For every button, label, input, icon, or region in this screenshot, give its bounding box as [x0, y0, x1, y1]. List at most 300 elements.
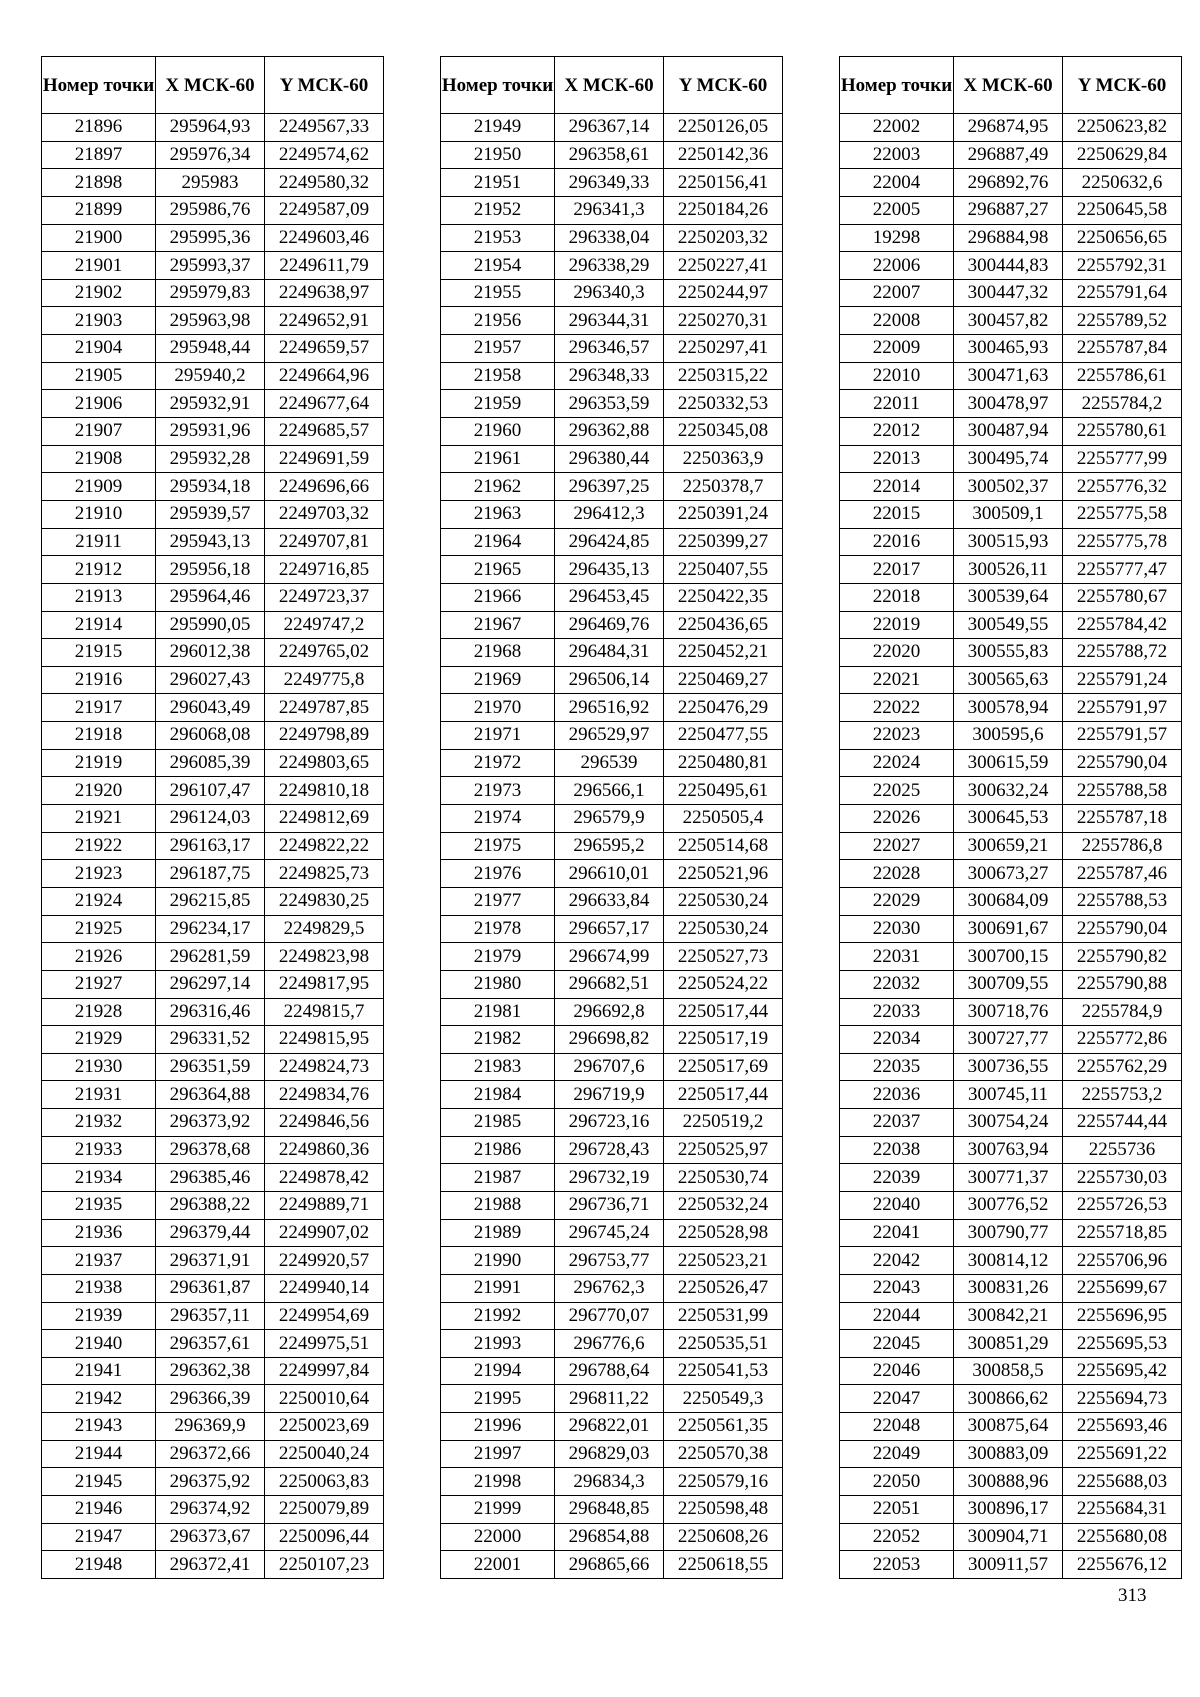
y-coordinate-cell: 2250452,21 [664, 639, 783, 667]
table-row [42, 860, 384, 888]
table-row [42, 915, 384, 943]
table-row [42, 307, 384, 335]
point-number-cell: 22027 [840, 832, 954, 860]
x-coordinate-cell: 295948,44 [156, 335, 265, 363]
coordinates-table-1 [41, 56, 384, 1579]
table-row [42, 1026, 384, 1054]
point-number-cell: 22029 [840, 887, 954, 915]
y-coordinate-cell: 2250345,08 [664, 418, 783, 446]
y-coordinate-cell: 2255699,67 [1063, 1274, 1182, 1302]
table-row [441, 970, 783, 998]
table-row [42, 335, 384, 363]
y-coordinate-cell: 2255691,22 [1063, 1440, 1182, 1468]
point-number-cell: 21966 [441, 583, 555, 611]
x-coordinate-cell: 296107,47 [156, 777, 265, 805]
table-row [441, 335, 783, 363]
x-coordinate-cell: 296469,76 [555, 611, 664, 639]
y-coordinate-cell: 2255777,99 [1063, 445, 1182, 473]
point-number-cell: 21960 [441, 418, 555, 446]
y-coordinate-cell: 2255693,46 [1063, 1413, 1182, 1441]
point-number-cell: 22000 [441, 1523, 555, 1551]
y-coordinate-cell: 2255776,32 [1063, 473, 1182, 501]
table-row [840, 1247, 1182, 1275]
table-row [441, 1302, 783, 1330]
table-row [42, 694, 384, 722]
y-coordinate-cell: 2249878,42 [265, 1164, 384, 1192]
table-row [441, 1523, 783, 1551]
table-row [840, 500, 1182, 528]
x-coordinate-cell: 296351,59 [156, 1053, 265, 1081]
point-number-cell: 22001 [441, 1551, 555, 1579]
point-number-cell: 22044 [840, 1302, 954, 1330]
table-row [42, 1164, 384, 1192]
y-coordinate-cell: 2249860,36 [265, 1136, 384, 1164]
x-coordinate-cell: 300457,82 [954, 307, 1063, 335]
point-number-cell: 21913 [42, 583, 156, 611]
point-number-cell: 21983 [441, 1053, 555, 1081]
point-number-cell: 21914 [42, 611, 156, 639]
x-coordinate-cell: 296385,46 [156, 1164, 265, 1192]
point-number-cell: 21927 [42, 970, 156, 998]
header-row [840, 57, 1182, 114]
y-coordinate-cell: 2250541,53 [664, 1357, 783, 1385]
point-number-cell: 22037 [840, 1109, 954, 1137]
x-coordinate-cell: 295931,96 [156, 418, 265, 446]
x-coordinate-cell: 300471,63 [954, 362, 1063, 390]
table-row [42, 805, 384, 833]
point-number-cell: 21976 [441, 860, 555, 888]
table-row [840, 694, 1182, 722]
point-number-cell: 22035 [840, 1053, 954, 1081]
table-row [840, 528, 1182, 556]
y-coordinate-cell: 2250618,55 [664, 1551, 783, 1579]
y-coordinate-cell: 2250107,23 [265, 1551, 384, 1579]
header-y: Y МСК-60 [1063, 57, 1182, 114]
y-coordinate-cell: 2249580,32 [265, 169, 384, 197]
y-coordinate-cell: 2250524,22 [664, 970, 783, 998]
x-coordinate-cell: 300814,12 [954, 1247, 1063, 1275]
y-coordinate-cell: 2249664,96 [265, 362, 384, 390]
point-number-cell: 22045 [840, 1330, 954, 1358]
table-row [441, 1219, 783, 1247]
point-number-cell: 21965 [441, 556, 555, 584]
table-row [42, 1413, 384, 1441]
table-row [42, 1081, 384, 1109]
table-row [840, 1496, 1182, 1524]
point-number-cell: 21907 [42, 418, 156, 446]
table-row [840, 611, 1182, 639]
point-number-cell: 21906 [42, 390, 156, 418]
x-coordinate-cell: 296723,16 [555, 1109, 664, 1137]
y-coordinate-cell: 2249812,69 [265, 805, 384, 833]
table-row [840, 1136, 1182, 1164]
y-coordinate-cell: 2250063,83 [265, 1468, 384, 1496]
y-coordinate-cell: 2249975,51 [265, 1330, 384, 1358]
y-coordinate-cell: 2249822,22 [265, 832, 384, 860]
table-row [840, 970, 1182, 998]
x-coordinate-cell: 296788,64 [555, 1357, 664, 1385]
x-coordinate-cell: 296874,95 [954, 114, 1063, 142]
y-coordinate-cell: 2250040,24 [265, 1440, 384, 1468]
point-number-cell: 21933 [42, 1136, 156, 1164]
x-coordinate-cell: 296728,43 [555, 1136, 664, 1164]
y-coordinate-cell: 2249765,02 [265, 639, 384, 667]
x-coordinate-cell: 296362,88 [555, 418, 664, 446]
table-row [441, 1026, 783, 1054]
x-coordinate-cell: 295934,18 [156, 473, 265, 501]
y-coordinate-cell: 2255786,61 [1063, 362, 1182, 390]
point-number-cell: 21972 [441, 749, 555, 777]
x-coordinate-cell: 296674,99 [555, 943, 664, 971]
y-coordinate-cell: 2249716,85 [265, 556, 384, 584]
point-number-cell: 21958 [441, 362, 555, 390]
x-coordinate-cell: 295964,93 [156, 114, 265, 142]
point-number-cell: 21899 [42, 196, 156, 224]
x-coordinate-cell: 296884,98 [954, 224, 1063, 252]
header-x: X МСК-60 [954, 57, 1063, 114]
y-coordinate-cell: 2250023,69 [265, 1413, 384, 1441]
table-row [840, 1109, 1182, 1137]
x-coordinate-cell: 296344,31 [555, 307, 664, 335]
x-coordinate-cell: 300709,55 [954, 970, 1063, 998]
point-number-cell: 21944 [42, 1440, 156, 1468]
header-point-number: Номер точки [441, 57, 555, 114]
y-coordinate-cell: 2250184,26 [664, 196, 783, 224]
point-number-cell: 21934 [42, 1164, 156, 1192]
table-row [42, 252, 384, 280]
point-number-cell: 21952 [441, 196, 555, 224]
y-coordinate-cell: 2250549,3 [664, 1385, 783, 1413]
table-row [840, 1468, 1182, 1496]
y-coordinate-cell: 2249707,81 [265, 528, 384, 556]
point-number-cell: 22046 [840, 1357, 954, 1385]
table-row [441, 777, 783, 805]
point-number-cell: 21936 [42, 1219, 156, 1247]
point-number-cell: 21935 [42, 1191, 156, 1219]
y-coordinate-cell: 2249825,73 [265, 860, 384, 888]
x-coordinate-cell: 296692,8 [555, 998, 664, 1026]
table-row [42, 1302, 384, 1330]
x-coordinate-cell: 296348,33 [555, 362, 664, 390]
x-coordinate-cell: 295995,36 [156, 224, 265, 252]
y-coordinate-cell: 2255718,85 [1063, 1219, 1182, 1247]
y-coordinate-cell: 2250517,44 [664, 998, 783, 1026]
y-coordinate-cell: 2250528,98 [664, 1219, 783, 1247]
y-coordinate-cell: 2249810,18 [265, 777, 384, 805]
y-coordinate-cell: 2249817,95 [265, 970, 384, 998]
y-coordinate-cell: 2255775,58 [1063, 500, 1182, 528]
x-coordinate-cell: 296364,88 [156, 1081, 265, 1109]
table-row [441, 1357, 783, 1385]
x-coordinate-cell: 296539 [555, 749, 664, 777]
point-number-cell: 21947 [42, 1523, 156, 1551]
y-coordinate-cell: 2249940,14 [265, 1274, 384, 1302]
point-number-cell: 22007 [840, 279, 954, 307]
table-row [42, 749, 384, 777]
x-coordinate-cell: 300851,29 [954, 1330, 1063, 1358]
x-coordinate-cell: 296707,6 [555, 1053, 664, 1081]
table-row [840, 362, 1182, 390]
point-number-cell: 21998 [441, 1468, 555, 1496]
point-number-cell: 21938 [42, 1274, 156, 1302]
y-coordinate-cell: 2250629,84 [1063, 141, 1182, 169]
x-coordinate-cell: 296682,51 [555, 970, 664, 998]
point-number-cell: 21943 [42, 1413, 156, 1441]
table-row [840, 1551, 1182, 1579]
y-coordinate-cell: 2249696,66 [265, 473, 384, 501]
x-coordinate-cell: 300776,52 [954, 1191, 1063, 1219]
x-coordinate-cell: 296163,17 [156, 832, 265, 860]
x-coordinate-cell: 300487,94 [954, 418, 1063, 446]
y-coordinate-cell: 2250156,41 [664, 169, 783, 197]
point-number-cell: 21953 [441, 224, 555, 252]
point-number-cell: 21973 [441, 777, 555, 805]
table-row [42, 114, 384, 142]
table-row [840, 196, 1182, 224]
y-coordinate-cell: 2250407,55 [664, 556, 783, 584]
table-row [42, 970, 384, 998]
x-coordinate-cell: 296579,9 [555, 805, 664, 833]
x-coordinate-cell: 296374,92 [156, 1496, 265, 1524]
x-coordinate-cell: 296633,84 [555, 887, 664, 915]
x-coordinate-cell: 295990,05 [156, 611, 265, 639]
point-number-cell: 22030 [840, 915, 954, 943]
y-coordinate-cell: 2249652,91 [265, 307, 384, 335]
table-row [840, 1164, 1182, 1192]
x-coordinate-cell: 296424,85 [555, 528, 664, 556]
point-number-cell: 21910 [42, 500, 156, 528]
table-row [840, 943, 1182, 971]
x-coordinate-cell: 296361,87 [156, 1274, 265, 1302]
table-row [840, 556, 1182, 584]
point-number-cell: 21977 [441, 887, 555, 915]
y-coordinate-cell: 2249775,8 [265, 666, 384, 694]
y-coordinate-cell: 2250270,31 [664, 307, 783, 335]
point-number-cell: 22004 [840, 169, 954, 197]
y-coordinate-cell: 2255784,9 [1063, 998, 1182, 1026]
x-coordinate-cell: 300896,17 [954, 1496, 1063, 1524]
x-coordinate-cell: 296865,66 [555, 1551, 664, 1579]
x-coordinate-cell: 295983 [156, 169, 265, 197]
y-coordinate-cell: 2249829,5 [265, 915, 384, 943]
point-number-cell: 21900 [42, 224, 156, 252]
y-coordinate-cell: 2250469,27 [664, 666, 783, 694]
table-row [441, 887, 783, 915]
table-row [441, 418, 783, 446]
y-coordinate-cell: 2250495,61 [664, 777, 783, 805]
y-coordinate-cell: 2250126,05 [664, 114, 783, 142]
table-row [840, 860, 1182, 888]
header-point-number: Номер точки [42, 57, 156, 114]
point-number-cell: 21975 [441, 832, 555, 860]
y-coordinate-cell: 2255787,84 [1063, 335, 1182, 363]
x-coordinate-cell: 300691,67 [954, 915, 1063, 943]
x-coordinate-cell: 300754,24 [954, 1109, 1063, 1137]
point-number-cell: 21945 [42, 1468, 156, 1496]
y-coordinate-cell: 2255736 [1063, 1136, 1182, 1164]
x-coordinate-cell: 296732,19 [555, 1164, 664, 1192]
x-coordinate-cell: 296358,61 [555, 141, 664, 169]
point-number-cell: 22025 [840, 777, 954, 805]
point-number-cell: 22008 [840, 307, 954, 335]
point-number-cell: 21916 [42, 666, 156, 694]
point-number-cell: 21919 [42, 749, 156, 777]
y-coordinate-cell: 2250530,74 [664, 1164, 783, 1192]
point-number-cell: 22012 [840, 418, 954, 446]
y-coordinate-cell: 2249798,89 [265, 722, 384, 750]
x-coordinate-cell: 296372,41 [156, 1551, 265, 1579]
point-number-cell: 21920 [42, 777, 156, 805]
table-row [441, 611, 783, 639]
y-coordinate-cell: 2250422,35 [664, 583, 783, 611]
x-coordinate-cell: 300763,94 [954, 1136, 1063, 1164]
x-coordinate-cell: 300645,53 [954, 805, 1063, 833]
table-row [42, 141, 384, 169]
point-number-cell: 21974 [441, 805, 555, 833]
table-row [840, 1357, 1182, 1385]
table-row [441, 998, 783, 1026]
y-coordinate-cell: 2255680,08 [1063, 1523, 1182, 1551]
table-row [441, 141, 783, 169]
x-coordinate-cell: 296331,52 [156, 1026, 265, 1054]
y-coordinate-cell: 2255684,31 [1063, 1496, 1182, 1524]
x-coordinate-cell: 300495,74 [954, 445, 1063, 473]
point-number-cell: 21963 [441, 500, 555, 528]
y-coordinate-cell: 2255788,72 [1063, 639, 1182, 667]
x-coordinate-cell: 296371,91 [156, 1247, 265, 1275]
table-row [840, 169, 1182, 197]
point-number-cell: 22017 [840, 556, 954, 584]
table-row [441, 639, 783, 667]
point-number-cell: 21948 [42, 1551, 156, 1579]
y-coordinate-cell: 2250517,69 [664, 1053, 783, 1081]
table-row [840, 224, 1182, 252]
point-number-cell: 22039 [840, 1164, 954, 1192]
x-coordinate-cell: 295932,28 [156, 445, 265, 473]
point-number-cell: 22041 [840, 1219, 954, 1247]
table-row [42, 1136, 384, 1164]
point-number-cell: 21923 [42, 860, 156, 888]
x-coordinate-cell: 296338,04 [555, 224, 664, 252]
y-coordinate-cell: 2255772,86 [1063, 1026, 1182, 1054]
point-number-cell: 21980 [441, 970, 555, 998]
y-coordinate-cell: 2255791,64 [1063, 279, 1182, 307]
x-coordinate-cell: 300842,21 [954, 1302, 1063, 1330]
x-coordinate-cell: 296373,67 [156, 1523, 265, 1551]
x-coordinate-cell: 296353,59 [555, 390, 664, 418]
table-row [840, 252, 1182, 280]
point-number-cell: 21909 [42, 473, 156, 501]
point-number-cell: 21905 [42, 362, 156, 390]
y-coordinate-cell: 2249846,56 [265, 1109, 384, 1137]
table-row [840, 1413, 1182, 1441]
y-coordinate-cell: 2250632,6 [1063, 169, 1182, 197]
y-coordinate-cell: 2249803,65 [265, 749, 384, 777]
point-number-cell: 21897 [42, 141, 156, 169]
table-row [441, 1164, 783, 1192]
x-coordinate-cell: 296506,14 [555, 666, 664, 694]
table-row [42, 556, 384, 584]
y-coordinate-cell: 2255788,53 [1063, 887, 1182, 915]
y-coordinate-cell: 2255784,2 [1063, 390, 1182, 418]
y-coordinate-cell: 2255791,57 [1063, 722, 1182, 750]
y-coordinate-cell: 2255790,82 [1063, 943, 1182, 971]
x-coordinate-cell: 296698,82 [555, 1026, 664, 1054]
y-coordinate-cell: 2250514,68 [664, 832, 783, 860]
table-row [441, 749, 783, 777]
x-coordinate-cell: 296346,57 [555, 335, 664, 363]
x-coordinate-cell: 300595,6 [954, 722, 1063, 750]
header-y: Y МСК-60 [664, 57, 783, 114]
y-coordinate-cell: 2250079,89 [265, 1496, 384, 1524]
y-coordinate-cell: 2250244,97 [664, 279, 783, 307]
table-row [840, 832, 1182, 860]
x-coordinate-cell: 300911,57 [954, 1551, 1063, 1579]
table-row [840, 1026, 1182, 1054]
table-row [441, 1247, 783, 1275]
table-row [840, 583, 1182, 611]
y-coordinate-cell: 2255784,42 [1063, 611, 1182, 639]
header-x: X МСК-60 [156, 57, 265, 114]
point-number-cell: 21999 [441, 1496, 555, 1524]
x-coordinate-cell: 296388,22 [156, 1191, 265, 1219]
table-row [441, 1413, 783, 1441]
x-coordinate-cell: 296338,29 [555, 252, 664, 280]
x-coordinate-cell: 296854,88 [555, 1523, 664, 1551]
y-coordinate-cell: 2255791,97 [1063, 694, 1182, 722]
y-coordinate-cell: 2250363,9 [664, 445, 783, 473]
point-number-cell: 22047 [840, 1385, 954, 1413]
point-number-cell: 21904 [42, 335, 156, 363]
y-coordinate-cell: 2255786,8 [1063, 832, 1182, 860]
x-coordinate-cell: 296736,71 [555, 1191, 664, 1219]
table-row [42, 1330, 384, 1358]
y-coordinate-cell: 2255753,2 [1063, 1081, 1182, 1109]
y-coordinate-cell: 2249830,25 [265, 887, 384, 915]
table-row [441, 445, 783, 473]
point-number-cell: 22016 [840, 528, 954, 556]
x-coordinate-cell: 300790,77 [954, 1219, 1063, 1247]
point-number-cell: 21915 [42, 639, 156, 667]
point-number-cell: 21922 [42, 832, 156, 860]
table-row [42, 1109, 384, 1137]
x-coordinate-cell: 295939,57 [156, 500, 265, 528]
table-row [441, 196, 783, 224]
y-coordinate-cell: 2250579,16 [664, 1468, 783, 1496]
table-row [441, 279, 783, 307]
y-coordinate-cell: 2249659,57 [265, 335, 384, 363]
x-coordinate-cell: 296380,44 [555, 445, 664, 473]
x-coordinate-cell: 296834,3 [555, 1468, 664, 1496]
table-row [840, 666, 1182, 694]
table-row [42, 722, 384, 750]
table-row [441, 390, 783, 418]
y-coordinate-cell: 2255762,29 [1063, 1053, 1182, 1081]
y-coordinate-cell: 2250517,19 [664, 1026, 783, 1054]
x-coordinate-cell: 300465,93 [954, 335, 1063, 363]
x-coordinate-cell: 296349,33 [555, 169, 664, 197]
y-coordinate-cell: 2255790,04 [1063, 915, 1182, 943]
table-row [42, 169, 384, 197]
point-number-cell: 22014 [840, 473, 954, 501]
table-row [840, 390, 1182, 418]
x-coordinate-cell: 296770,07 [555, 1302, 664, 1330]
x-coordinate-cell: 300883,09 [954, 1440, 1063, 1468]
x-coordinate-cell: 300615,59 [954, 749, 1063, 777]
point-number-cell: 21903 [42, 307, 156, 335]
y-coordinate-cell: 2250656,65 [1063, 224, 1182, 252]
table-row [840, 141, 1182, 169]
